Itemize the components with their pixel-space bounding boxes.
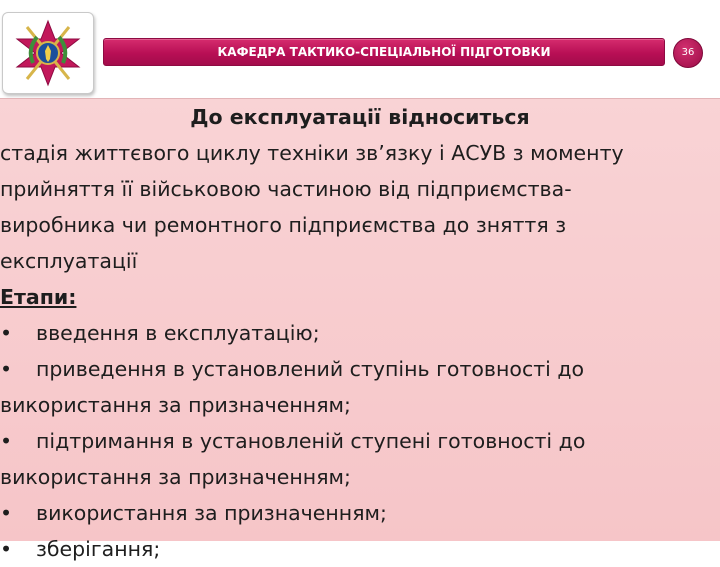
stage-line <box>0 495 720 531</box>
stage-text: використання за призначенням; <box>0 393 351 417</box>
slide-header <box>0 0 720 98</box>
definition-line: стадія життєвого циклу техніки зв’язку і АСУВ з моменту <box>0 141 624 165</box>
bullet-icon: • <box>0 501 13 525</box>
stage-text: використання за призначенням; <box>0 465 351 489</box>
armed-forces-emblem-icon <box>15 19 81 87</box>
stage-line <box>0 423 720 459</box>
stage-text: приведення в установлений ступінь готовності до <box>36 357 585 381</box>
stage-text: введення в експлуатацію; <box>36 321 320 345</box>
page-number-badge: 36 <box>673 38 703 68</box>
stage-text: використання за призначенням; <box>36 501 387 525</box>
bullet-icon: • <box>0 537 13 561</box>
bullet-icon: • <box>0 321 13 345</box>
bullet-icon: • <box>0 357 13 381</box>
definition-text <box>0 135 720 279</box>
stages-list <box>0 315 720 567</box>
stage-line <box>0 351 720 387</box>
definition-line: виробника чи ремонтного підприємства до зняття з <box>0 213 567 237</box>
stage-text: підтримання в установленій ступені готовності до <box>36 429 586 453</box>
bullet-icon: • <box>0 429 13 453</box>
stage-line <box>0 459 720 495</box>
slide-content <box>0 98 720 561</box>
definition-line: прийняття її військовою частиною від підприємства- <box>0 177 572 201</box>
definition-line: експлуатації <box>0 249 138 273</box>
department-banner: КАФЕДРА ТАКТИКО-СПЕЦІАЛЬНОЇ ПІДГОТОВКИ <box>103 38 665 66</box>
stage-line <box>0 531 720 567</box>
definition-title: До експлуатації відноситься <box>190 105 530 129</box>
emblem-logo <box>2 12 94 94</box>
stages-heading: Етапи: <box>0 285 77 309</box>
stage-text: зберігання; <box>36 537 161 561</box>
stage-line <box>0 387 720 423</box>
stage-line <box>0 315 720 351</box>
